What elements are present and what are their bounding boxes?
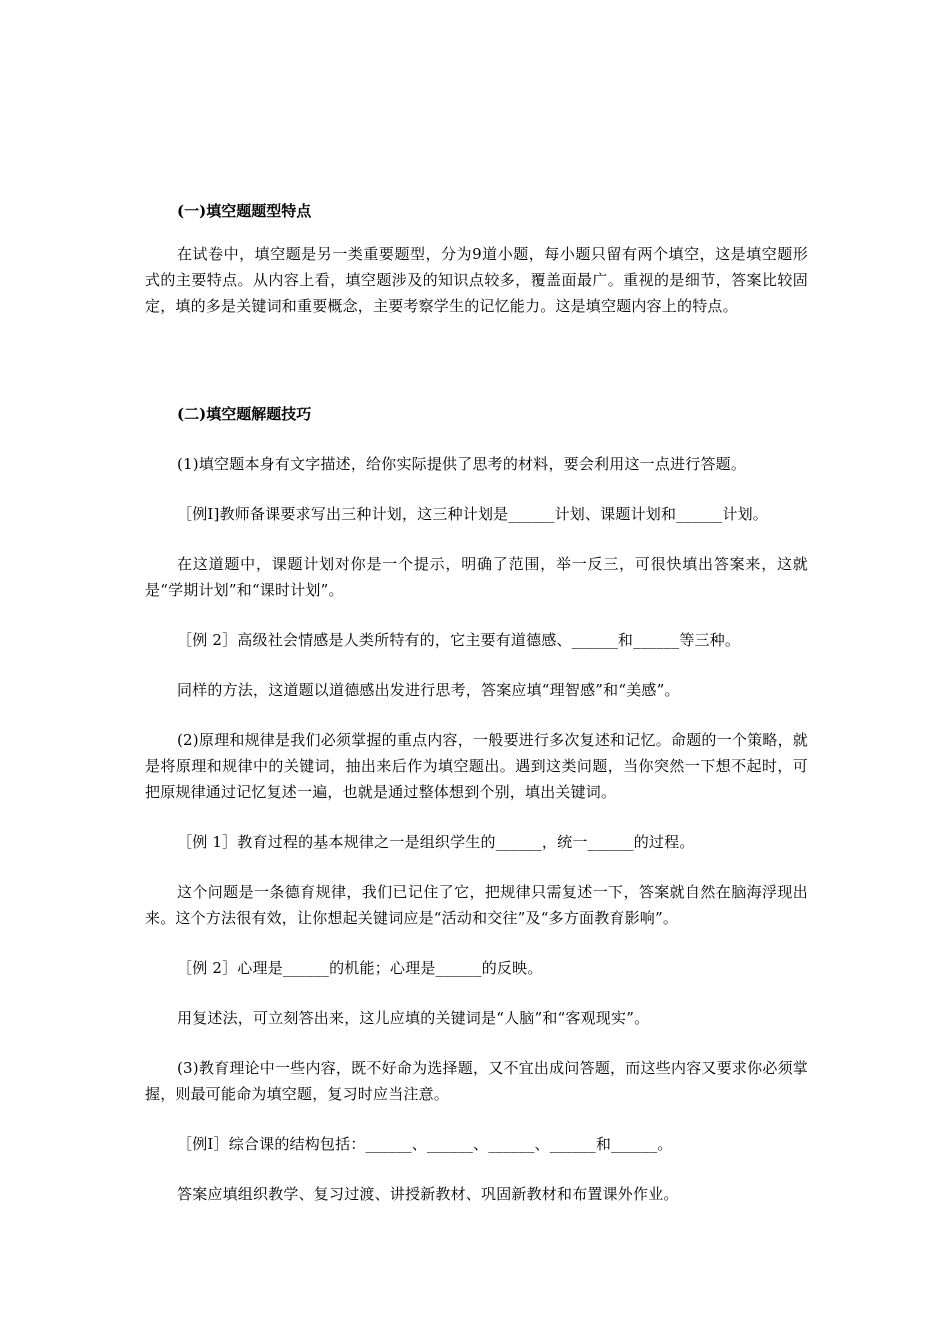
paragraph-features: 在试卷中，填空题是另一类重要题型，分为9道小题，每小题只留有两个填空，这是填空题形式的主要特点。从内容上看，填空题涉及的知识点较多，覆盖面最广。重视的是细节，答案比较固定，填的多是关键词和重要概念，主要考察学生的记忆能力。这是填空题内容上的特点。: [145, 245, 808, 315]
example-3-1: ［例Ⅰ］综合课的结构包括：______、______、______、______和______。: [177, 1135, 673, 1153]
paragraph-technique-1: (1)填空题本身有文字描述，给你实际提供了思考的材料，要会利用这一点进行答题。: [177, 455, 747, 473]
example-1-2: ［例 2］高级社会情感是人类所特有的，它主要有道德感、______和______等三种。: [177, 631, 741, 649]
explanation-3-1: 答案应填组织教学、复习过渡、讲授新教材、巩固新教材和布置课外作业。: [177, 1185, 679, 1203]
example-2-1: ［例 1］教育过程的基本规律之一是组织学生的______，统一______的过程。: [177, 833, 695, 851]
explanation-2-1: 这个问题是一条德育规律，我们已记住了它，把规律只需复述一下，答案就自然在脑海浮现出来。这个方法很有效，让你想起关键词应是“活动和交往”及“多方面教育影响”。: [145, 883, 808, 927]
section-heading-techniques: (二)填空题解题技巧: [177, 405, 312, 423]
explanation-2-2: 用复述法，可立刻答出来，这儿应填的关键词是“人脑”和“客观现实”。: [177, 1009, 650, 1027]
section-heading-features: (一)填空题题型特点: [177, 202, 312, 220]
paragraph-technique-3: (3)教育理论中一些内容，既不好命为选择题，又不宜出成问答题，而这些内容又要求你必须掌握，则最可能命为填空题，复习时应当注意。: [145, 1059, 808, 1103]
explanation-1-1: 在这道题中，课题计划对你是一个提示，明确了范围，举一反三，可很快填出答案来，这就是“学期计划”和“课时计划”。: [145, 555, 808, 599]
paragraph-technique-2: (2)原理和规律是我们必须掌握的重点内容，一般要进行多次复述和记忆。命题的一个策略，就是将原理和规律中的关键词，抽出来后作为填空题出。遇到这类问题，当你突然一下想不起时，可把原规律通过记忆复述一遍，也就是通过整体想到个别，填出关键词。: [145, 731, 808, 801]
example-2-2: ［例 2］心理是______的机能；心理是______的反映。: [177, 959, 543, 977]
explanation-1-2: 同样的方法，这道题以道德感出发进行思考，答案应填“理智感”和“美感”。: [177, 681, 680, 699]
document-body: [145, 198, 808, 1207]
example-1-1: ［例Ⅰ]教师备课要求写出三种计划，这三种计划是______计划、课题计划和______计划。: [177, 505, 768, 523]
